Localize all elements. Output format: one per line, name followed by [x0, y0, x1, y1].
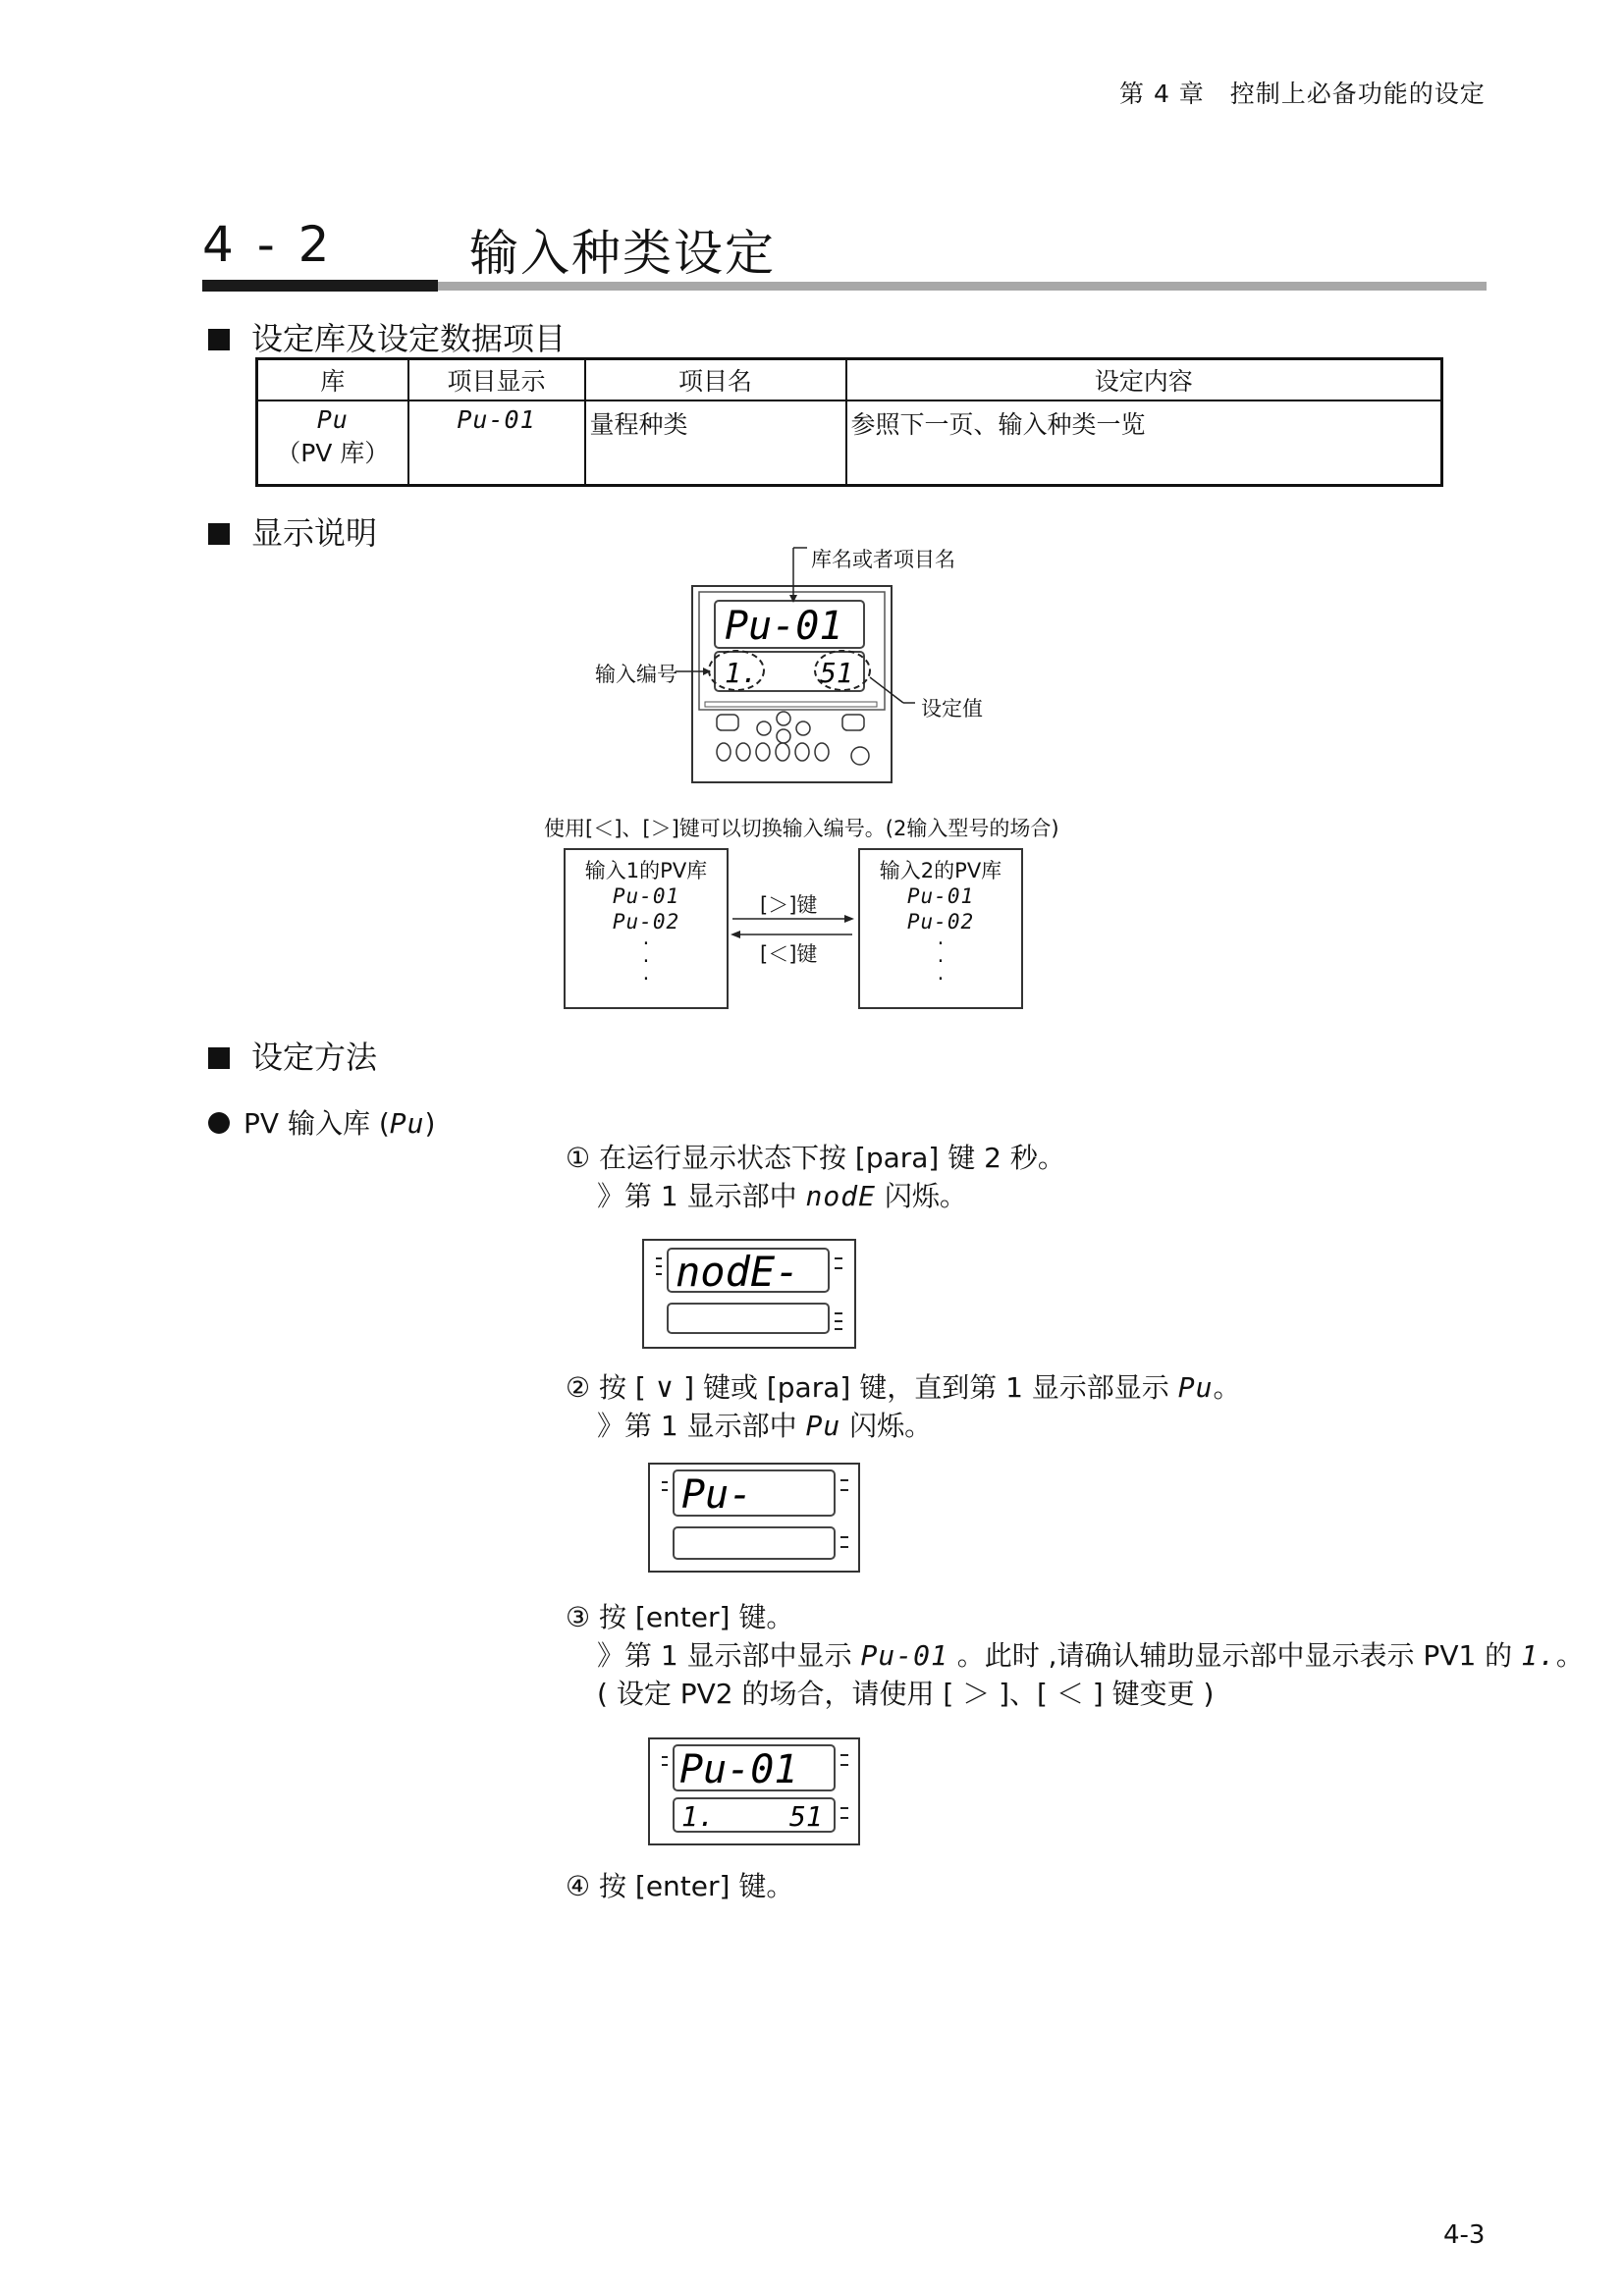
pv-input-bank-bullet: PV 输入库 (Pu) [208, 1102, 435, 1142]
square-bullet-icon [208, 523, 230, 545]
input1-bank-box: 输入1的PV库 Pu-01 Pu-02 · · · [564, 848, 729, 1009]
label-bank-or-item: 库名或者项目名 [811, 548, 955, 571]
item-code: Pu-01 [457, 405, 536, 434]
lcd-pv01-display [648, 1737, 864, 1847]
table-header-row [257, 359, 1442, 401]
item-code-cell [408, 400, 585, 486]
lcd2-main-text: Pu- [681, 1472, 753, 1518]
step-2: ② 按 [ ∨ ] 键或 [para] 键，直到第 1 显示部显示 Pu。 》第 1 显示部中 Pu 闪烁。 [566, 1371, 1241, 1442]
step-4: ④ 按 [enter] 键。 [566, 1870, 794, 1902]
subheading-settings-bank: 设定库及设定数据项目 [208, 314, 566, 359]
section-title: 输入种类设定 [469, 225, 776, 282]
box1-line1: Pu-01 [612, 884, 680, 908]
diagram-caption: 使用[＜]、[＞]键可以切换输入编号。(2输入型号的场合) [544, 817, 1059, 840]
arrow-right-label: [＞]键 [760, 893, 818, 917]
arrow-left-label: [＜]键 [760, 942, 818, 966]
table-header-cell: 项目显示 [408, 359, 585, 401]
box1-title: 输入1的PV库 [584, 859, 708, 882]
item-name-cell: 量程种类 [585, 400, 846, 486]
table-header-cell: 库 [257, 359, 408, 401]
label-setting-value: 设定值 [921, 697, 983, 721]
table-row [257, 400, 1442, 486]
title-rule-dark [202, 280, 438, 292]
page-number: 4-3 [1443, 2220, 1486, 2250]
box2-line1: Pu-01 [906, 884, 975, 908]
title-rule-grey [438, 282, 1487, 291]
chapter-header: 第 4 章 控制上必备功能的设定 [1119, 80, 1486, 108]
label-input-number: 输入编号 [595, 663, 677, 686]
input2-bank-box: 输入2的PV库 Pu-01 Pu-02 · · · [858, 848, 1023, 1009]
bank-name: （PV 库） [276, 439, 390, 467]
lcd3-main-text: Pu-01 [679, 1747, 798, 1792]
square-bullet-icon [208, 1047, 230, 1069]
lcd1-main-text: nodE- [676, 1248, 800, 1296]
panel-main-text: Pu-01 [725, 604, 843, 649]
bank-code: Pu [316, 405, 349, 434]
lcd3-sub-right-text: 51 [789, 1800, 823, 1833]
box2-line2: Pu-02 [906, 910, 975, 934]
step-3: ③ 按 [enter] 键。 》第 1 显示部中显示 Pu-01 。此时 ,请确认辅助显示部中显示表示 PV1 的 1.。 ( 设定 PV2 的场合，请使用 [ ＞ ]、[ ＜ ] 键变更 ) [566, 1601, 1584, 1710]
box1-line2: Pu-02 [612, 910, 680, 934]
settings-table [255, 357, 1443, 487]
lcd3-sub-left-text: 1. [681, 1800, 715, 1833]
section-number: 4 - 2 [202, 216, 334, 273]
square-bullet-icon [208, 329, 230, 350]
table-header-cell: 设定内容 [846, 359, 1442, 401]
circle-bullet-icon [208, 1112, 230, 1134]
panel-left-text: 1. [725, 657, 758, 689]
subheading-display: 显示说明 [208, 508, 377, 554]
subheading-method: 设定方法 [208, 1033, 377, 1078]
step-1: ① 在运行显示状态下按 [para] 键 2 秒。 》第 1 显示部中 nodE 闪烁。 [566, 1142, 1065, 1212]
box2-title: 输入2的PV库 [879, 859, 1002, 882]
bank-cell [257, 400, 408, 486]
lcd-pv-display [648, 1463, 864, 1575]
panel-right-text: 51 [820, 657, 853, 689]
content-cell: 参照下一页、输入种类一览 [846, 400, 1442, 486]
table-header-cell: 项目名 [585, 359, 846, 401]
lcd-mode-display [642, 1239, 858, 1351]
